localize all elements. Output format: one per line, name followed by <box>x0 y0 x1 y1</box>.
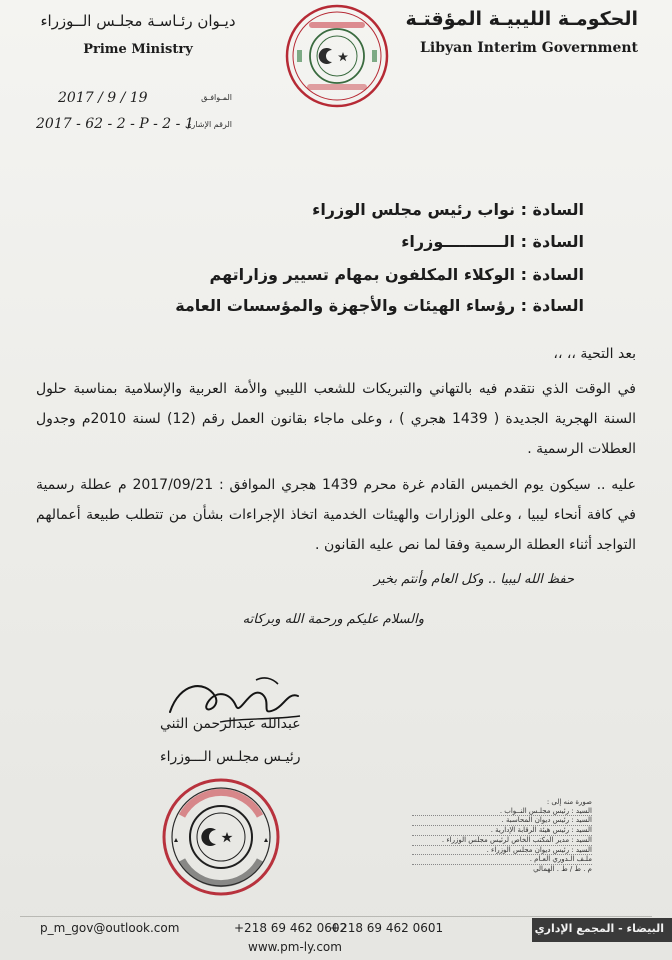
footer-phone-2: +218 69 462 0601 <box>330 921 444 935</box>
reference-value: 2017 - 62 - 2 - P - 2 - 1 <box>36 116 194 132</box>
government-seal-icon <box>283 2 391 110</box>
cc-item: ملـف الـدوري العـام . <box>412 855 592 865</box>
ministry-name-english: Prime Ministry <box>83 42 193 57</box>
addressee-3: السادة : الوكلاء المكلفون بمهام تسيير وزاراتهم <box>209 265 584 284</box>
cc-list <box>412 798 592 874</box>
cc-item: السيد : رئيس ديوان مجلس الوزراء . <box>412 846 592 856</box>
footer-divider <box>20 916 652 917</box>
paragraph-2: عليه .. سيكون يوم الخميس القادم غرة محرم 1439 هجري الموافق : 2017/09/21 م عطلة رسمية في كافة أنحاء ليبيا ، وعلى الوزارات والهيئات الخدمية اتخاذ الإجراءات بشأن من تتطلب طبيعة أعمالهم التواجد أثناء العطلة الرسمية وفقا لما نص عليه القانون . <box>36 477 637 553</box>
reference-label: الرقم الإشاري <box>185 120 232 129</box>
cc-item: السيد : مدير المكتب الخاص لرئيس مجلس الوزراء . <box>412 836 592 846</box>
government-name-arabic: الحكومـة الليبيـة المؤقتـة <box>405 8 638 30</box>
greeting: بعد التحية ،، ،، <box>553 346 636 362</box>
ministry-name-arabic: ديـوان رئـاسـة مجلـس الــوزراء <box>40 12 236 30</box>
addressee-2: السادة : الـــــــــــوزراء <box>401 232 584 251</box>
official-stamp-icon <box>160 776 282 898</box>
footer-address: البيضاء - المجمع الإداري <box>534 922 664 935</box>
cc-item: السيد : رئيس مجلـس النــواب . <box>412 807 592 817</box>
cc-item: صورة منه إلى : <box>546 798 592 806</box>
addressee-4: السادة : رؤساء الهيئات والأجهزة والمؤسسات العامة <box>175 296 584 315</box>
date-value: 2017 / 9 / 19 <box>58 90 148 106</box>
cc-item: السيد : رئيس هيئة الرقابة الإدارية . <box>412 826 592 836</box>
cc-item: السيد : رئيس ديوان المحاسبة . <box>412 816 592 826</box>
government-name-english: Libyan Interim Government <box>420 40 638 56</box>
cc-item: م . ط / ط . الهمالي <box>533 864 592 873</box>
date-label: المـوافـق <box>201 93 232 102</box>
signatory-name: عبدالله عبدالرحمن الثني <box>160 716 301 732</box>
closing-line-1: حفظ الله ليبيا .. وكل العام وأنتم بخير <box>373 572 574 587</box>
footer-website: www.pm-ly.com <box>248 940 342 954</box>
signatory-title: رئيـس مجلـس الـــوزراء <box>160 749 301 765</box>
addressee-1: السادة : نواب رئيس مجلس الوزراء <box>312 200 584 219</box>
paragraph-1: في الوقت الذي نتقدم فيه بالتهاني والتبريكات للشعب الليبي والأمة العربية والإسلامية بمناسبة حلول السنة الهجرية الجديدة ( 1439 هجري ) ، وعلى ماجاء بقانون العمل رقم (12) لسنة 2010م وجدول العطلات الرسمية . <box>36 381 636 457</box>
footer-phone-1: +218 69 462 0602 <box>234 921 348 935</box>
footer-email: p_m_gov@outlook.com <box>40 921 180 935</box>
closing-line-2: والسلام عليكم ورحمة الله وبركاته <box>242 612 424 627</box>
